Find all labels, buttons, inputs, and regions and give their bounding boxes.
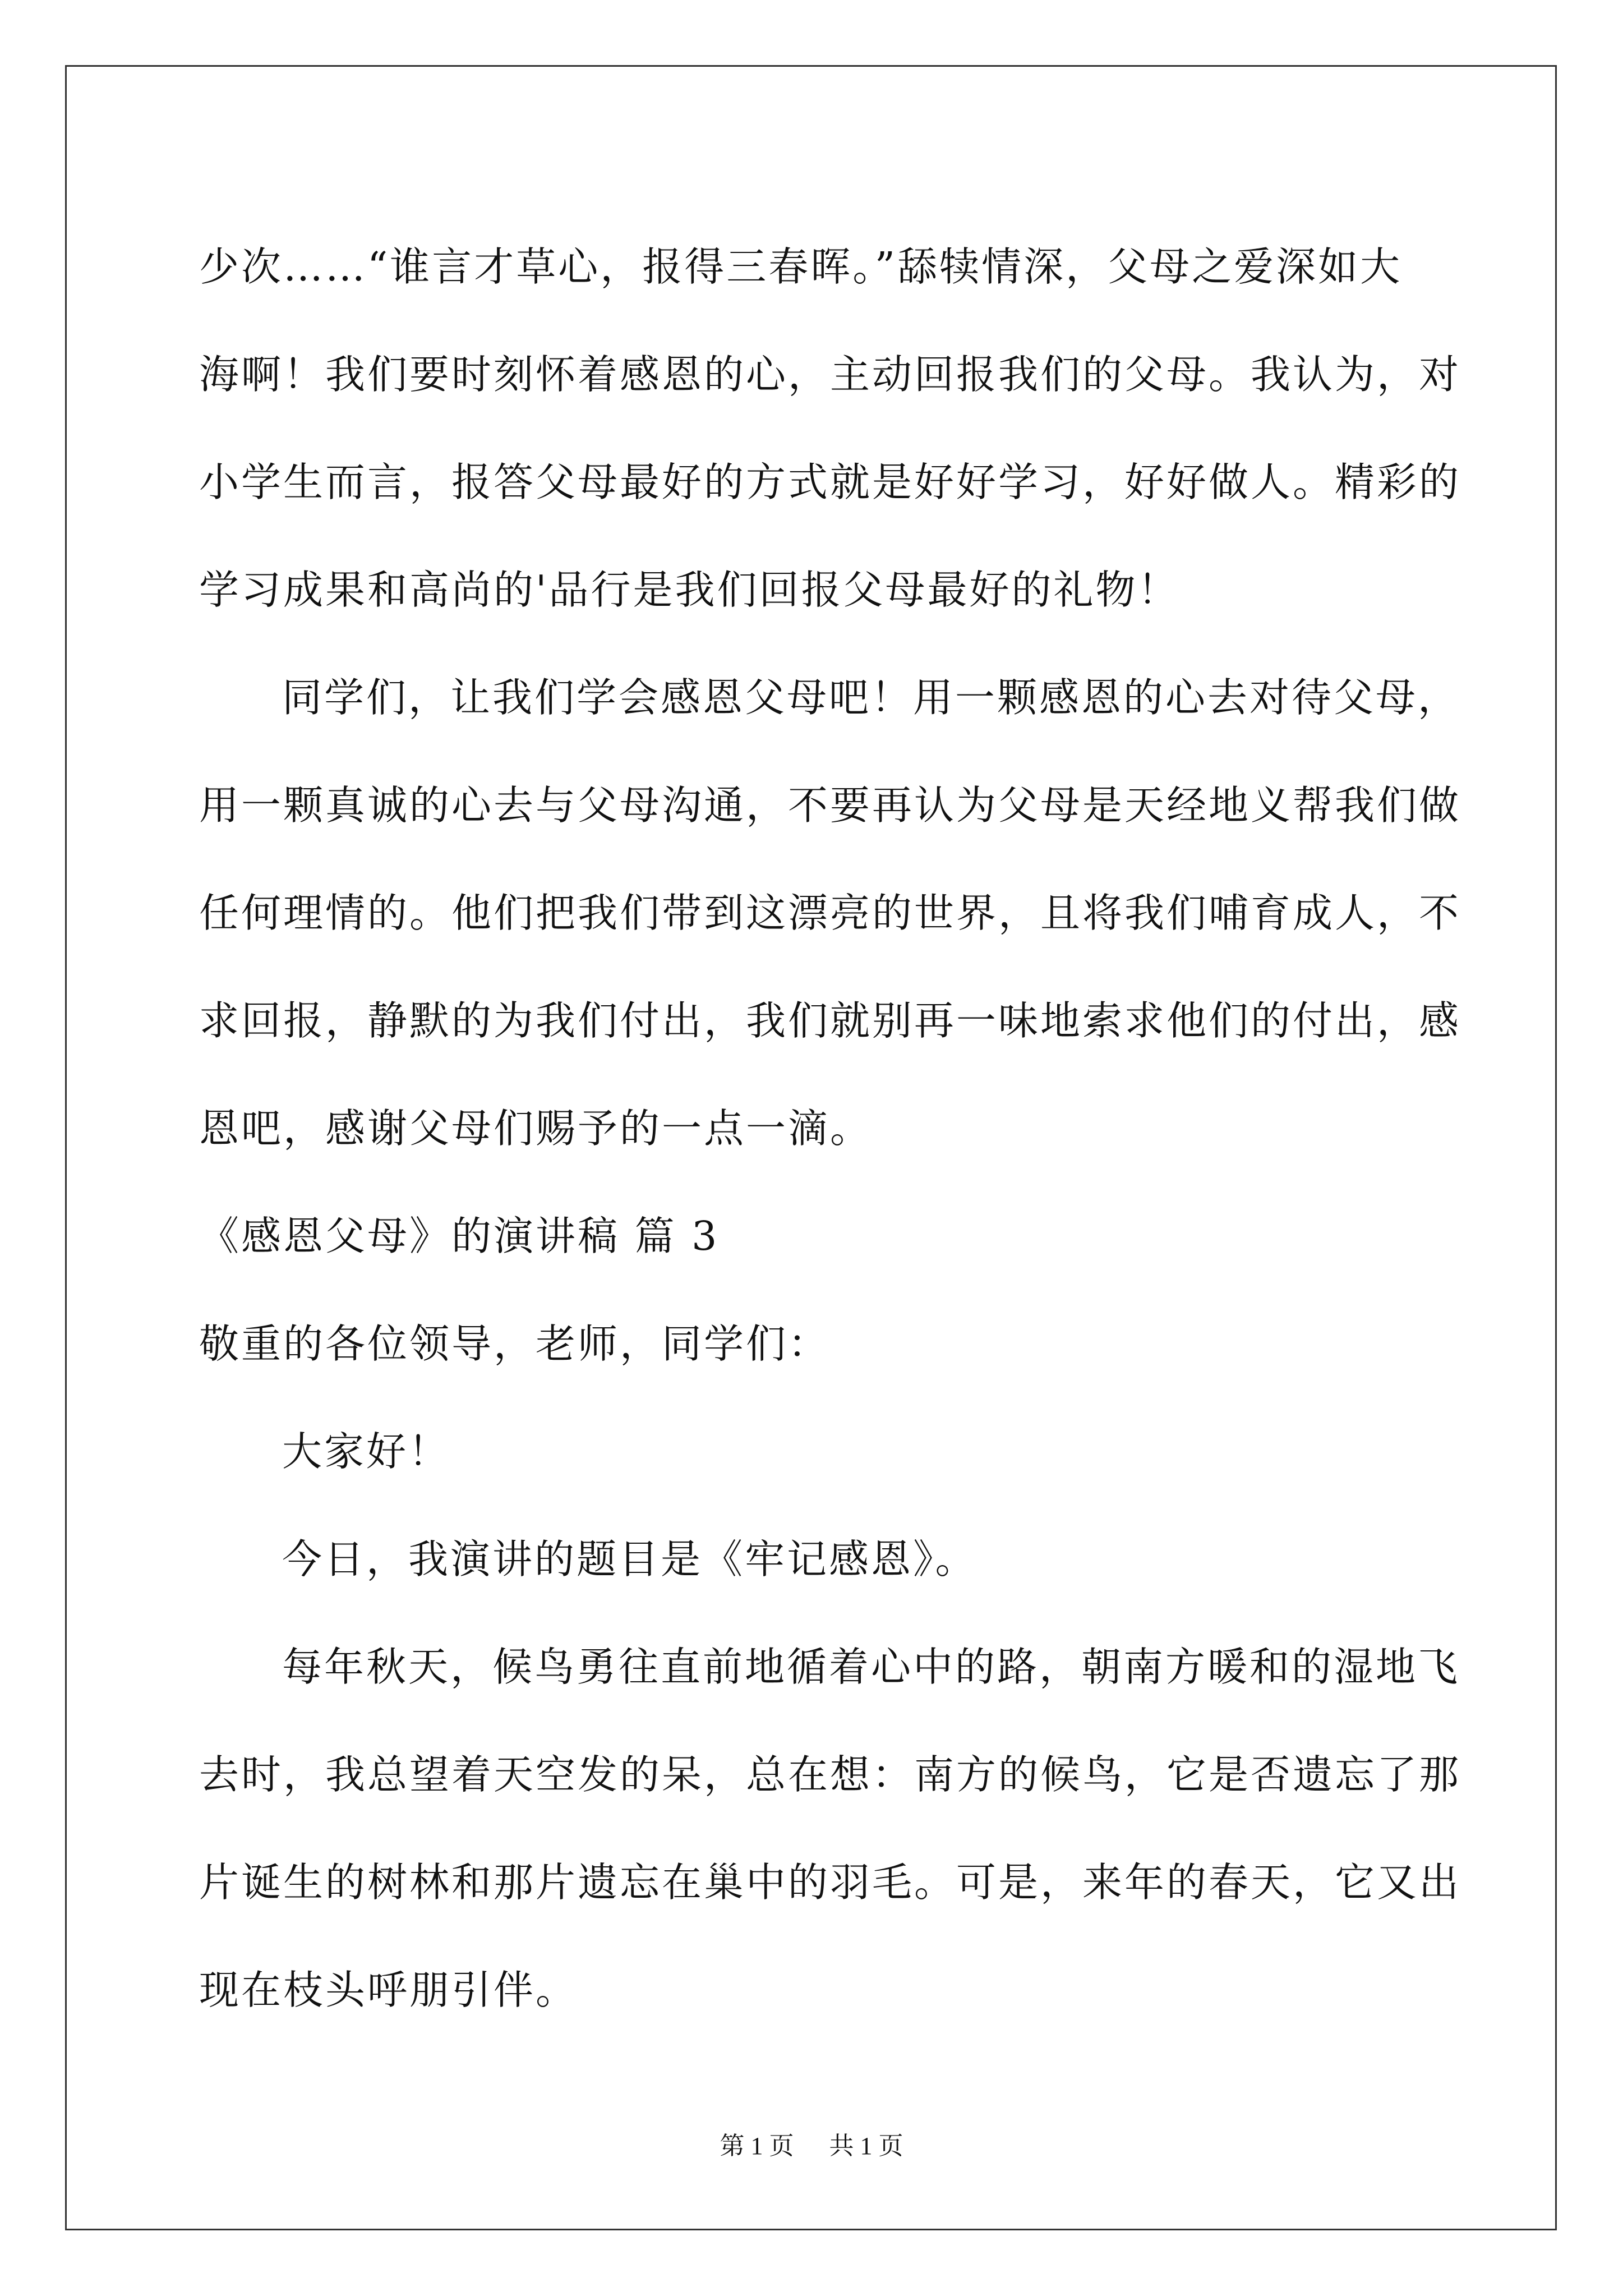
text-line: 海啊！我们要时刻怀着感恩的心，主动回报我们的父母。我认为，对: [199, 351, 1461, 398]
page-footer: [0, 2129, 1623, 2163]
text-line: 学习成果和高尚的'品行是我们回报父母最好的礼物！: [199, 567, 1180, 613]
text-line: 任何理情的。他们把我们带到这漂亮的世界，且将我们哺育成人，不: [199, 890, 1461, 936]
text-line: 求回报，静默的为我们付出，我们就别再一味地索求他们的付出，感: [199, 997, 1461, 1044]
page-total: 共 1 页: [829, 2132, 903, 2160]
page-number: 第 1 页: [720, 2132, 794, 2160]
text-line: 今日，我演讲的题目是《牢记感恩》。: [282, 1536, 978, 1582]
text-line: 恩吧，感谢父母们赐予的一点一滴。: [199, 1105, 873, 1152]
text-line: 用一颗真诚的心去与父母沟通，不要再认为父母是天经地义帮我们做: [199, 782, 1461, 829]
text-line: 同学们，让我们学会感恩父母吧！用一颗感恩的心去对待父母，: [282, 674, 1460, 721]
text-line: 现在枝头呼朋引伴。: [199, 1967, 578, 2013]
greeting: 大家好！: [282, 1428, 451, 1475]
text-line: 小学生而言，报答父母最好的方式就是好好学习，好好做人。精彩的: [199, 459, 1461, 505]
section-heading: 《感恩父母》的演讲稿 篇 3: [199, 1213, 720, 1259]
text-line: 少次……“谁言才草心，报得三春晖。”舔犊情深，父母之爱深如大: [199, 243, 1403, 290]
text-line: 去时，我总望着天空发的呆，总在想：南方的候鸟，它是否遗忘了那: [199, 1751, 1461, 1798]
text-line: 片诞生的树林和那片遗忘在巢中的羽毛。可是，来年的春天，它又出: [199, 1859, 1461, 1906]
salutation: 敬重的各位领导，老师，同学们：: [199, 1320, 831, 1367]
text-line: 每年秋天，候鸟勇往直前地循着心中的路，朝南方暖和的湿地飞: [282, 1644, 1460, 1690]
document-body: [199, 213, 1461, 2044]
